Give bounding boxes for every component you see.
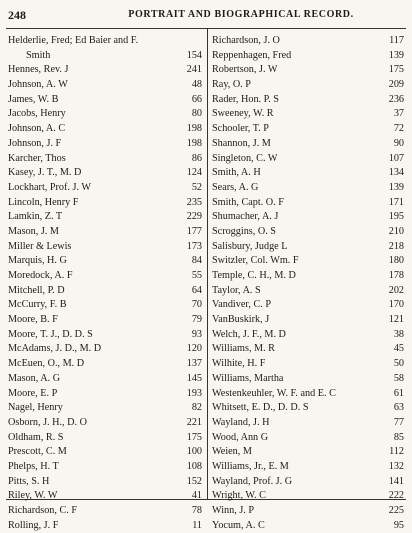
entry-page-number: 134 (388, 167, 404, 179)
index-entry (8, 313, 202, 328)
index-entry (8, 284, 202, 299)
page-header (0, 0, 412, 28)
entry-page-number: 95 (393, 519, 404, 531)
entry-page-number: 152 (186, 475, 202, 487)
index-entry (8, 152, 202, 167)
index-entry (8, 431, 202, 446)
index-entry (212, 122, 404, 137)
index-entry (8, 137, 202, 152)
entry-name: Wright, W. C (212, 490, 266, 502)
entry-page-number: 145 (186, 372, 202, 384)
entry-name: Singleton, C. W (212, 152, 278, 164)
entry-page-number: 52 (191, 181, 202, 193)
left-index-column (8, 34, 202, 533)
index-entry (212, 269, 404, 284)
entry-page-number: 85 (393, 431, 404, 443)
index-entry (8, 49, 202, 64)
entry-page-number: 41 (191, 490, 202, 502)
index-entry (8, 504, 202, 519)
page-number: 248 (8, 8, 26, 22)
entry-page-number: 180 (388, 255, 404, 267)
entry-page-number: 141 (388, 475, 404, 487)
index-entry (212, 519, 404, 533)
right-index-column (212, 34, 404, 533)
entry-page-number: 175 (388, 64, 404, 76)
entry-name: Prescott, C. M (8, 446, 67, 458)
entry-name: Richardson, J. O (212, 35, 280, 46)
index-entry (212, 328, 404, 343)
entry-name: Salisbury, Judge L (212, 240, 288, 252)
entry-page-number: 11 (192, 519, 202, 531)
entry-page-number: 100 (186, 446, 202, 458)
index-entry (212, 166, 404, 181)
index-entry (8, 166, 202, 181)
entry-page-number: 198 (186, 123, 202, 135)
index-entry (212, 196, 404, 211)
entry-page-number: 58 (393, 372, 404, 384)
entry-page-number: 63 (393, 402, 404, 414)
entry-page-number: 82 (191, 402, 202, 414)
entry-name: Phelps, H. T (8, 460, 59, 472)
index-entry (212, 298, 404, 313)
entry-page-number: 210 (388, 225, 404, 237)
index-entry (212, 284, 404, 299)
entry-page-number: 117 (389, 35, 404, 46)
entry-page-number: 72 (393, 123, 404, 135)
entry-name: Switzler, Col. Wm. F (212, 255, 299, 267)
entry-page-number: 236 (388, 93, 404, 105)
index-entry (8, 372, 202, 387)
index-table (6, 28, 406, 531)
entry-name: Hennes, Rev. J (8, 64, 69, 76)
entry-name: Sears, A. G (212, 181, 259, 193)
entry-page-number: 79 (191, 314, 202, 326)
entry-name: VanBuskirk, J (212, 314, 270, 326)
index-entry (212, 107, 404, 122)
index-entry (212, 181, 404, 196)
entry-name: Lincoln, Henry F (8, 196, 79, 208)
entry-name: Wood, Ann G (212, 431, 269, 443)
entry-name: Karcher, Thos (8, 152, 66, 164)
index-entry (212, 460, 404, 475)
entry-page-number: 37 (393, 108, 404, 120)
entry-page-number: 93 (191, 328, 202, 340)
column-divider (207, 29, 208, 499)
entry-page-number: 139 (388, 49, 404, 61)
entry-page-number: 177 (186, 225, 202, 237)
index-entry (8, 210, 202, 225)
entry-name: Lamkin, Z. T (8, 211, 63, 223)
entry-page-number: 70 (191, 299, 202, 311)
entry-name: Wayland, J. H (212, 416, 270, 428)
entry-page-number: 198 (186, 137, 202, 149)
entry-page-number: 78 (191, 505, 202, 516)
entry-page-number: 221 (186, 416, 202, 428)
entry-name: Robertson, J. W (212, 64, 278, 76)
entry-name: Shumacher, A. J (212, 211, 279, 223)
index-entry (8, 240, 202, 255)
entry-page-number: 66 (191, 93, 202, 105)
index-entry (212, 504, 404, 519)
entry-page-number: 154 (186, 49, 202, 61)
entry-name: James, W. B (8, 93, 59, 105)
entry-page-number: 209 (388, 79, 404, 91)
entry-name: Williams, M. R (212, 343, 275, 355)
entry-name: Moore, B. F (8, 314, 58, 326)
entry-page-number: 45 (393, 343, 404, 355)
entry-page-number: 64 (191, 284, 202, 296)
entry-name: Mitchell, P. D (8, 284, 65, 296)
index-entry (8, 122, 202, 137)
entry-page-number: 90 (393, 137, 404, 149)
entry-page-number: 124 (186, 167, 202, 179)
index-entry (212, 475, 404, 490)
index-entry (8, 416, 202, 431)
entry-page-number: 137 (186, 358, 202, 370)
index-entry (8, 328, 202, 343)
index-entry (8, 181, 202, 196)
index-entry (212, 34, 404, 49)
index-entry (212, 210, 404, 225)
entry-name: Kasey, J. T., M. D (8, 167, 82, 179)
entry-name: Wilhite, H. F (212, 358, 266, 370)
entry-name: Moore, T. J., D. D. S (8, 328, 93, 340)
entry-page-number: 112 (389, 446, 404, 458)
index-entry (8, 78, 202, 93)
index-entry (212, 152, 404, 167)
index-entry (212, 431, 404, 446)
index-entry (8, 107, 202, 122)
entry-name: Weien, M (212, 446, 252, 458)
entry-name: Smith, Capt. O. F (212, 196, 284, 208)
entry-name: Vandiver, C. P (212, 299, 272, 311)
index-entry (212, 78, 404, 93)
entry-name: Smith (26, 49, 51, 61)
entry-page-number: 235 (186, 196, 202, 208)
entry-name: Rolling, J. F (8, 519, 59, 531)
entry-name: Oldham, R. S (8, 431, 64, 443)
index-entry (8, 225, 202, 240)
entry-page-number: 61 (393, 387, 404, 399)
entry-name: Scroggins, O. S (212, 225, 276, 237)
entry-name: Williams, Martha (212, 372, 284, 384)
entry-name: Yocum, A. C (212, 519, 265, 531)
entry-page-number: 84 (191, 255, 202, 267)
index-entry (212, 313, 404, 328)
index-entry (8, 342, 202, 357)
entry-name: Reppenhagen, Fred (212, 49, 292, 61)
entry-name: Smith, A. H (212, 167, 261, 179)
entry-page-number: 170 (388, 299, 404, 311)
index-entry (212, 240, 404, 255)
index-entry (8, 269, 202, 284)
index-entry (8, 93, 202, 108)
entry-page-number: 225 (388, 505, 404, 516)
index-entry (212, 445, 404, 460)
entry-page-number: 38 (393, 328, 404, 340)
entry-page-number: 229 (186, 211, 202, 223)
index-entry (8, 196, 202, 211)
index-entry (8, 63, 202, 78)
entry-name: Schooler, T. P (212, 123, 269, 135)
index-entry (212, 93, 404, 108)
entry-page-number: 173 (186, 240, 202, 252)
entry-name: Johnson, A. W (8, 79, 68, 91)
entry-name: Moore, E. P (8, 387, 58, 399)
index-entry (212, 63, 404, 78)
index-entry (212, 254, 404, 269)
running-title: PORTRAIT AND BIOGRAPHICAL RECORD. (128, 9, 354, 20)
entry-name: McAdams, J. D., M. D (8, 343, 102, 355)
entry-name: Mason, J. M (8, 225, 59, 237)
entry-name: Ray, O. P (212, 79, 251, 91)
entry-name: McCurry, F. B (8, 299, 67, 311)
entry-page-number: 175 (186, 431, 202, 443)
entry-name: Johnson, J. F (8, 137, 62, 149)
index-entry (8, 298, 202, 313)
entry-page-number: 55 (191, 270, 202, 281)
entry-name: Sweeney, W. R (212, 108, 274, 120)
entry-name: Wayland, Prof. J. G (212, 475, 293, 487)
entry-name: Pitts, S. H (8, 475, 50, 487)
entry-name: Johnson, A. C (8, 123, 66, 135)
entry-page-number: 171 (388, 196, 404, 208)
entry-page-number: 120 (186, 343, 202, 355)
index-entry (8, 357, 202, 372)
entry-page-number: 80 (191, 108, 202, 120)
entry-name: Moredock, A. F (8, 270, 73, 281)
entry-page-number: 121 (388, 314, 404, 326)
index-entry (8, 254, 202, 269)
entry-name: Marquis, H. G (8, 255, 67, 267)
entry-page-number: 195 (388, 211, 404, 223)
index-entry (212, 489, 404, 504)
entry-name: Temple, C. H., M. D (212, 270, 296, 281)
entry-name: Mason, A. G (8, 372, 61, 384)
index-entry (212, 387, 404, 402)
entry-name: Jacobs, Henry (8, 108, 66, 120)
index-entry (212, 342, 404, 357)
entry-name: Taylor, A. S (212, 284, 261, 296)
entry-name: Helderlie, Fred; Ed Baier and F. (8, 35, 139, 46)
entry-page-number: 107 (388, 152, 404, 164)
index-entry (8, 34, 202, 49)
index-entry (212, 372, 404, 387)
entry-page-number: 86 (191, 152, 202, 164)
entry-name: Riley, W. W (8, 490, 58, 502)
index-entry (8, 475, 202, 490)
entry-name: Nagel, Henry (8, 402, 63, 414)
entry-name: Welch, J. F., M. D (212, 328, 286, 340)
entry-page-number: 108 (186, 460, 202, 472)
entry-name: Lockhart, Prof. J. W (8, 181, 91, 193)
index-entry (212, 357, 404, 372)
index-entry (8, 489, 202, 504)
entry-page-number: 132 (388, 460, 404, 472)
entry-name: McEuen, O., M. D (8, 358, 85, 370)
entry-page-number: 139 (388, 181, 404, 193)
entry-name: Westenkeuhler, W. F. and E. C (212, 387, 336, 399)
index-entry (8, 387, 202, 402)
index-entry (212, 137, 404, 152)
entry-page-number: 202 (388, 284, 404, 296)
entry-name: Winn, J. P (212, 505, 255, 516)
entry-page-number: 48 (191, 79, 202, 91)
entry-name: Rader, Hon. P. S (212, 93, 279, 105)
entry-name: Whitsett, E. D., D. D. S (212, 402, 309, 414)
entry-name: Richardson, C. F (8, 505, 78, 516)
index-entry (8, 460, 202, 475)
entry-page-number: 50 (393, 358, 404, 370)
index-entry (212, 49, 404, 64)
entry-name: Williams, Jr., E. M (212, 460, 289, 472)
index-entry (8, 401, 202, 416)
entry-page-number: 193 (186, 387, 202, 399)
index-entry (8, 519, 202, 533)
entry-page-number: 218 (388, 240, 404, 252)
entry-name: Osborn, J. H., D. O (8, 416, 87, 428)
entry-name: Miller & Lewis (8, 240, 72, 252)
index-entry (212, 225, 404, 240)
index-entry (8, 445, 202, 460)
index-entry (212, 401, 404, 416)
entry-page-number: 241 (186, 64, 202, 76)
index-entry (212, 416, 404, 431)
entry-name: Shannon, J. M (212, 137, 271, 149)
entry-page-number: 222 (388, 490, 404, 502)
entry-page-number: 178 (388, 270, 404, 281)
entry-page-number: 77 (393, 416, 404, 428)
